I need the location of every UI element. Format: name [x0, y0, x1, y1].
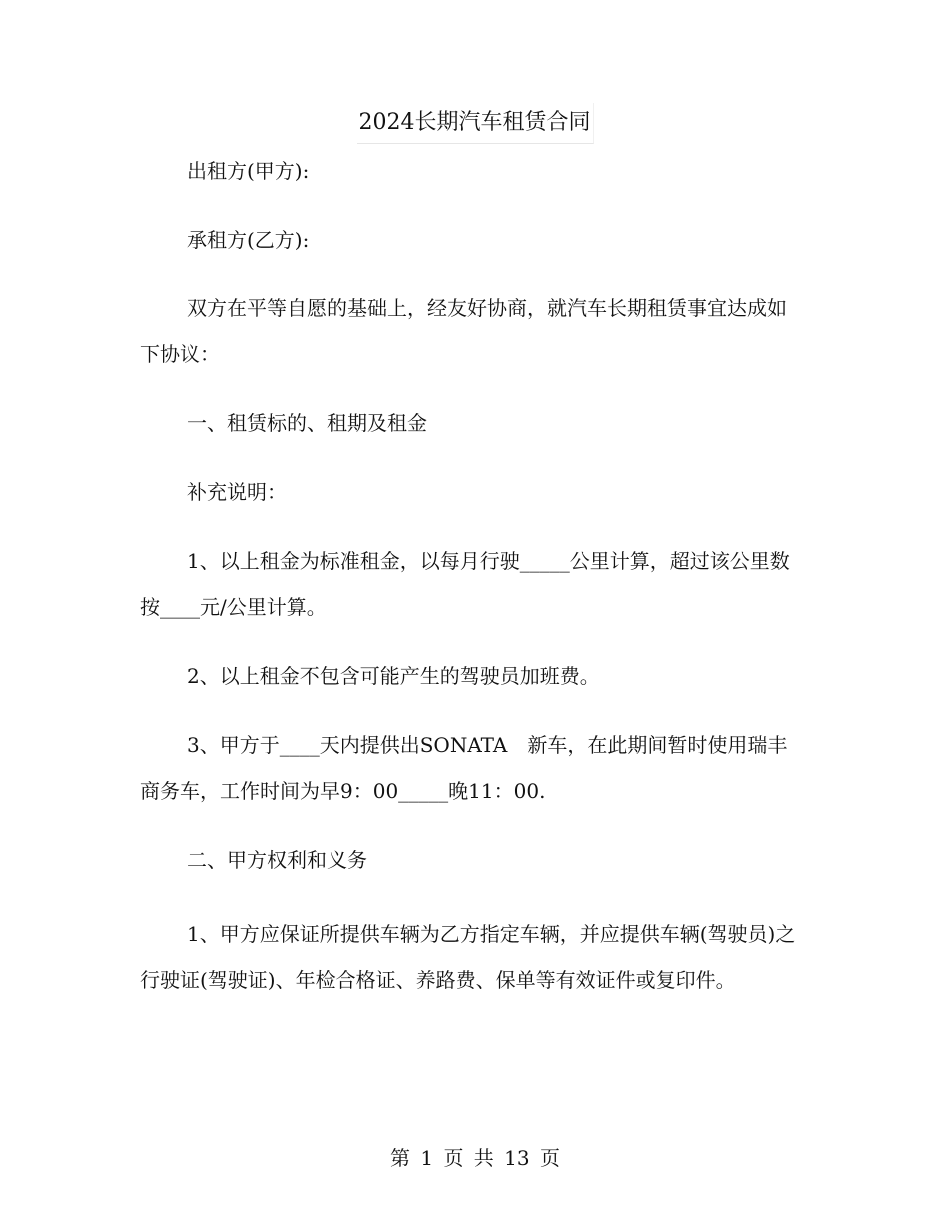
- paragraph-item-2: 2、以上租金不包含可能产生的驾驶员加班费。: [187, 664, 600, 688]
- page-footer: 第 1 页 共 13 页: [390, 1146, 560, 1170]
- document-title-text: 2024长期汽车租赁合同: [357, 103, 594, 144]
- paragraph-lessor: 出租方(甲方):: [187, 159, 310, 183]
- paragraph-item-3: 3、甲方于____天内提供出SONATA 新车，在此期间暂时使用瑞丰商务车，工作时间为早9：00_____晚11：00.: [140, 733, 788, 803]
- section-heading-2: 二、甲方权利和义务: [187, 848, 367, 872]
- paragraph-lessee: 承租方(乙方):: [187, 228, 310, 252]
- document-title: [0, 103, 950, 144]
- paragraph-lessor-obligation-1: 1、甲方应保证所提供车辆为乙方指定车辆，并应提供车辆(驾驶员)之行驶证(驾驶证)、年检合格证、养路费、保单等有效证件或复印件。: [140, 922, 796, 992]
- paragraph-intro: 双方在平等自愿的基础上，经友好协商，就汽车长期租赁事宜达成如下协议：: [140, 296, 787, 366]
- paragraph-item-1: 1、以上租金为标准租金，以每月行驶_____公里计算，超过该公里数按____元/公里计算。: [140, 549, 790, 619]
- section-heading-1: 一、租赁标的、租期及租金: [187, 411, 427, 435]
- paragraph-supplement: 补充说明：: [187, 480, 287, 504]
